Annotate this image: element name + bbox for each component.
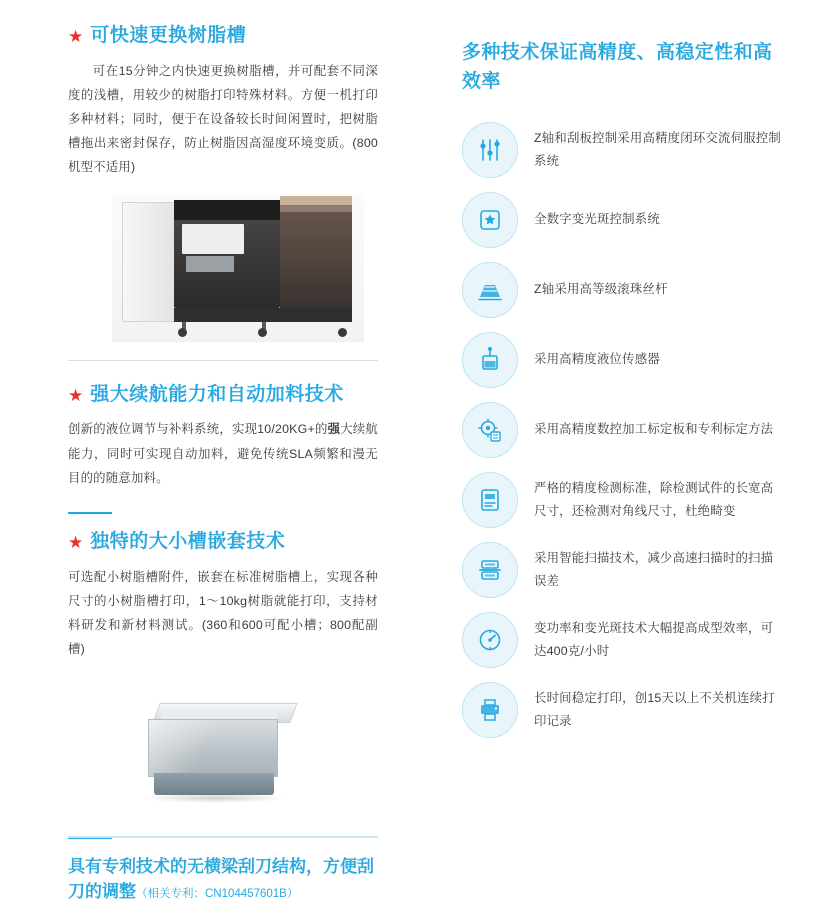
- tank-body: [148, 719, 278, 777]
- level-sensor-icon: [462, 332, 518, 388]
- resin-tank-photo: [108, 675, 360, 815]
- right-column: [462, 38, 782, 745]
- list-item-label: 采用高精度数控加工标定板和专利标定方法: [534, 422, 774, 437]
- laser-spot-icon: [462, 192, 518, 248]
- left-column: [68, 24, 378, 911]
- section-beamless-blade: [68, 855, 378, 904]
- section-heading: [68, 24, 378, 49]
- list-item: [462, 115, 782, 185]
- machine-inner-panel: [182, 224, 244, 254]
- star-icon: ★: [68, 27, 84, 46]
- section-separator: [68, 360, 378, 361]
- section-body-bold: 强: [327, 422, 341, 437]
- feature-list: [462, 115, 782, 745]
- section-body: 可在15分钟之内快速更换树脂槽，并可配套不同深度的浅槽，用较少的树脂打印特殊材料。方便一机打印多种材料；同时，便于在设备较长时间闲置时，把树脂槽拖出来密封保存，防止树脂因高湿度环境变质。(800机型不适用): [68, 63, 378, 175]
- bottom-rule: [68, 836, 378, 838]
- machine-right-strip-second: [280, 205, 352, 212]
- tank-base: [154, 773, 274, 795]
- section-endurance-auto-feed: [68, 383, 378, 514]
- machine-right-strip-top: [280, 196, 352, 205]
- section-heading: [68, 383, 378, 408]
- section-title: [68, 855, 378, 904]
- section-heading: [68, 530, 378, 555]
- list-item: [462, 675, 782, 745]
- list-item: [462, 185, 782, 255]
- machine-wheel: [258, 328, 267, 337]
- section-body: [68, 417, 378, 490]
- machine-wheel: [178, 328, 187, 337]
- servo-control-icon: [462, 122, 518, 178]
- list-item: [462, 255, 782, 325]
- long-run-print-icon: [462, 682, 518, 738]
- right-column-title: 多种技术保证高精度、高稳定性和高效率: [462, 42, 773, 93]
- machine-top-band: [174, 200, 280, 220]
- section-title-text: 具有专利技术的无横梁刮刀结构，方便刮刀的调整: [68, 857, 374, 901]
- machine-base: [174, 308, 352, 322]
- ball-screw-icon: [462, 262, 518, 318]
- list-item-label: 变功率和变光斑技术大幅提高成型效率，可达400克/小时: [534, 620, 774, 658]
- machine-inner-tray: [186, 256, 234, 272]
- section-body-post: 大续航能力，同时可实现自动加料，避免传统SLA频繁和漫无目的的随意加料。: [68, 422, 379, 485]
- patent-number: （相关专利：CN104457601B）: [136, 887, 299, 900]
- section-title: 可快速更换树脂槽: [90, 25, 247, 46]
- list-item: [462, 325, 782, 395]
- list-item-label: 严格的精度检测标准，除检测试件的长宽高尺寸，还检测对角线尺寸，杜绝畸变: [534, 480, 774, 518]
- machine-wheel: [338, 328, 347, 337]
- speed-gauge-icon: [462, 612, 518, 668]
- section-divider: [68, 512, 112, 514]
- section-quick-change-resin-tank: [68, 24, 378, 361]
- list-item-label: 采用高精度液位传感器: [534, 352, 660, 367]
- list-item: [462, 605, 782, 675]
- list-item: [462, 535, 782, 605]
- tank-shadow: [142, 793, 288, 803]
- tank-illustration: [108, 675, 360, 815]
- smart-scan-icon: [462, 542, 518, 598]
- list-item-label: 长时间稳定打印，创15天以上不关机连续打印记录: [534, 690, 775, 728]
- list-item-label: Z轴采用高等级滚珠丝杆: [534, 282, 668, 297]
- star-icon: ★: [68, 532, 84, 552]
- list-item-label: 采用智能扫描技术，减少高速扫描时的扫描误差: [534, 550, 774, 588]
- section-title: 强大续航能力和自动加料技术: [90, 383, 344, 405]
- list-item-label: 全数字变光斑控制系统: [534, 212, 660, 227]
- section-title: 独特的大小槽嵌套技术: [90, 530, 286, 552]
- list-item-label: Z轴和刮板控制采用高精度闭环交流伺服控制系统: [534, 130, 781, 168]
- machine-right-cabinet: [280, 196, 352, 308]
- section-body-pre: 创新的液位调节与补料系统，实现10/20KG+的: [68, 422, 328, 437]
- machine-illustration: [112, 194, 364, 342]
- section-nested-tank-tech: [68, 530, 378, 839]
- precision-test-icon: [462, 472, 518, 528]
- machine-left-cabinet: [122, 202, 178, 322]
- cnc-calibration-icon: [462, 402, 518, 458]
- section-body: 可选配小树脂槽附件，嵌套在标准树脂槽上，实现各种尺寸的小树脂槽打印，1～10kg树脂就能打印，支持材料研发和新材料测试。(360和600可配小槽；800配副槽): [68, 569, 378, 657]
- printer-machine-photo: [112, 194, 364, 342]
- star-icon: ★: [68, 385, 84, 405]
- list-item: [462, 465, 782, 535]
- list-item: [462, 395, 782, 465]
